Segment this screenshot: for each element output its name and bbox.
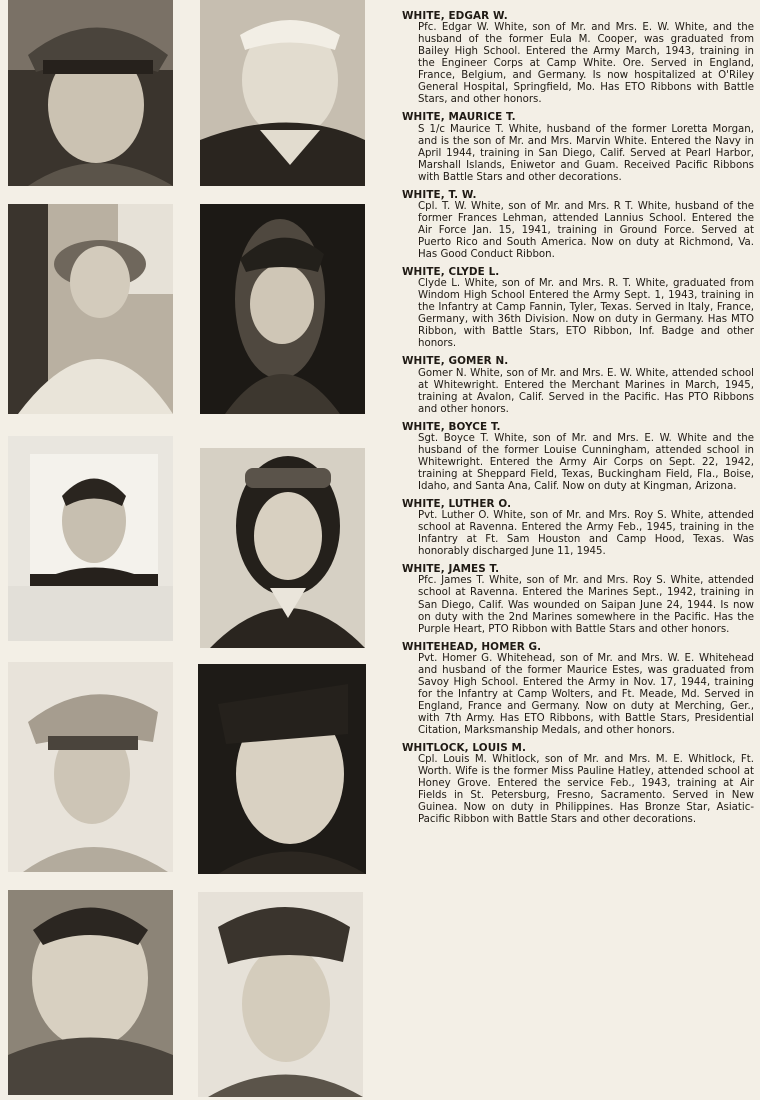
entry-body: Pvt. Homer G. Whitehead, son of Mr. and Mrs. W. E. Whitehead and husband of the former Maurice Estes, was graduated from Savoy High School. Entered the Army in Nov. 17, 1944, training for the Infantry at Camp Wolters, and Ft. Meade, Md. Served in England, France and Germany. Now on duty at Merching, Ger., with 7th Army. Has ETO Ribbons, with Battle Stars, Presidential Citation, Marksmanship Medals, and other honors. [418,652,754,737]
entry-name: WHITE, GOMER N. [402,355,509,368]
entry-body: Gomer N. White, son of Mr. and Mrs. E. W. White, attended school at Whitewright. Entered the Merchant Marines in March, 1945, training at Avalon, Calif. Served in the Pacific. Has PTO Ribbons and other honors. [418,367,754,415]
entry-body: Pfc. Edgar W. White, son of Mr. and Mrs. E. W. White, and the husband of the former Eula M. Cooper, was graduated from Bailey High School. Entered the Army March, 1943, training in the Engineer Corps at Camp White. Ore. Served in England, France, Belgium, and Germany. Is now hospitalized at O'Riley General Hospital, Springfield, Mo. Has ETO Ribbons with Battle Stars, and other honors. [418,22,754,106]
entry-body: Sgt. Boyce T. White, son of Mr. and Mrs. E. W. White and the husband of the former Louise Cunningham, attended school in Whitewright. Entered the Army Air Corps on Sept. 22, 1942, training at Sheppard Field, Texas, Buckingham Field, Fla., Boise, Idaho, and Santa Ana, Calif. Now on duty at Kingman, Arizona. [418,432,754,493]
entry-name: WHITE, LUTHER O. [402,498,512,511]
entry-name: WHITE, CLYDE L. [402,266,500,279]
portrait-maurice-white [200,0,365,186]
entry-body: S 1/c Maurice T. White, husband of the former Loretta Morgan, and is the son of Mr. and Mrs. Marvin White. Entered the Navy in April 1944, training in San Diego, Calif. Served at Pearl Harbor, Marshall Islands, Eniwetor and Guam. Received Pacific Ribbons with Battle Stars and other decorations. [418,123,754,183]
entry-name: WHITE, BOYCE T. [402,420,501,433]
entry-tw-white [402,189,754,261]
entry-name: WHITE, JAMES T. [402,563,500,576]
entry-body: Clyde L. White, son of Mr. and Mrs. R. T. White, graduated from Windom High School Entered the Army Sept. 1, 1943, training in the Infantry at Camp Fannin, Tyler, Texas. Served in Italy, France, Germany, with 36th Division. Now on duty in Germany. Has MTO Ribbon, with Battle Stars, ETO Ribbon, Inf. Badge and other honors. [418,278,754,350]
entry-name: WHITE, EDGAR W. [402,10,508,22]
entry-body: Cpl. Louis M. Whitlock, son of Mr. and Mrs. M. E. Whitlock, Ft. Worth. Wife is the former Miss Pauline Hatley, attended school at Honey Grove. Entered the service Feb., 1943, training at Air Fields in St. Petersburg, Fresno, Sacramento. Served in New Guinea. Now on duty in Philippines. Has Bronze Star, Asiatic-Pacific Ribbon with Battle Stars and other decorations. [418,754,754,826]
biography-column [402,10,754,831]
entry-body: Pvt. Luther O. White, son of Mr. and Mrs. Roy S. White, attended school at Ravenna. Entered the Army Feb., 1945, training in the Infantry at Ft. Sam Houston and Camp Hood, Texas. Was honorably discharged June 11, 1945. [418,510,754,558]
entry-luther-white [402,498,754,558]
entry-name: WHITLOCK, LOUIS M. [402,742,527,755]
entry-edgar-white [402,10,754,106]
portrait-homer-whitehead [8,890,173,1095]
portrait-edgar-white [8,0,173,186]
photo-grid [0,0,372,1100]
entry-body: Pfc. James T. White, son of Mr. and Mrs. Roy S. White, attended school at Ravenna. Entered the Marines Sept., 1942, training in San Diego, Calif. Was wounded on Saipan June 24, 1944. Is now on duty with the 2nd Marines somewhere in the Pacific. Has the Purple Heart, PTO Ribbon with Battle Stars and other honors. [418,575,754,635]
entry-clyde-white [402,266,754,350]
entry-louis-whitlock [402,742,754,826]
portrait-clyde-white [200,204,365,414]
portrait-gomer-white [8,436,173,641]
entry-body: Cpl. T. W. White, son of Mr. and Mrs. R T. White, husband of the former Frances Lehman, attended Lannius School. Entered the Air Force Jan. 15, 1941, training in Ground Force. Served at Puerto Rico and South America. Now on duty at Richmond, Va. Has Good Conduct Ribbon. [418,200,754,261]
entry-james-white [402,563,754,635]
entry-maurice-white [402,111,754,183]
entry-boyce-white [402,421,754,493]
portrait-boyce-white [200,448,365,648]
portrait-luther-white [8,662,173,872]
portrait-james-white [198,664,366,874]
entry-homer-whitehead [402,641,754,737]
portrait-louis-whitlock [198,892,363,1097]
entry-name: WHITEHEAD, HOMER G. [402,640,542,653]
entry-gomer-white [402,355,754,415]
entry-name: WHITE, T. W. [402,188,477,201]
portrait-tw-white [8,204,173,414]
entry-name: WHITE, MAURICE T. [402,111,516,124]
